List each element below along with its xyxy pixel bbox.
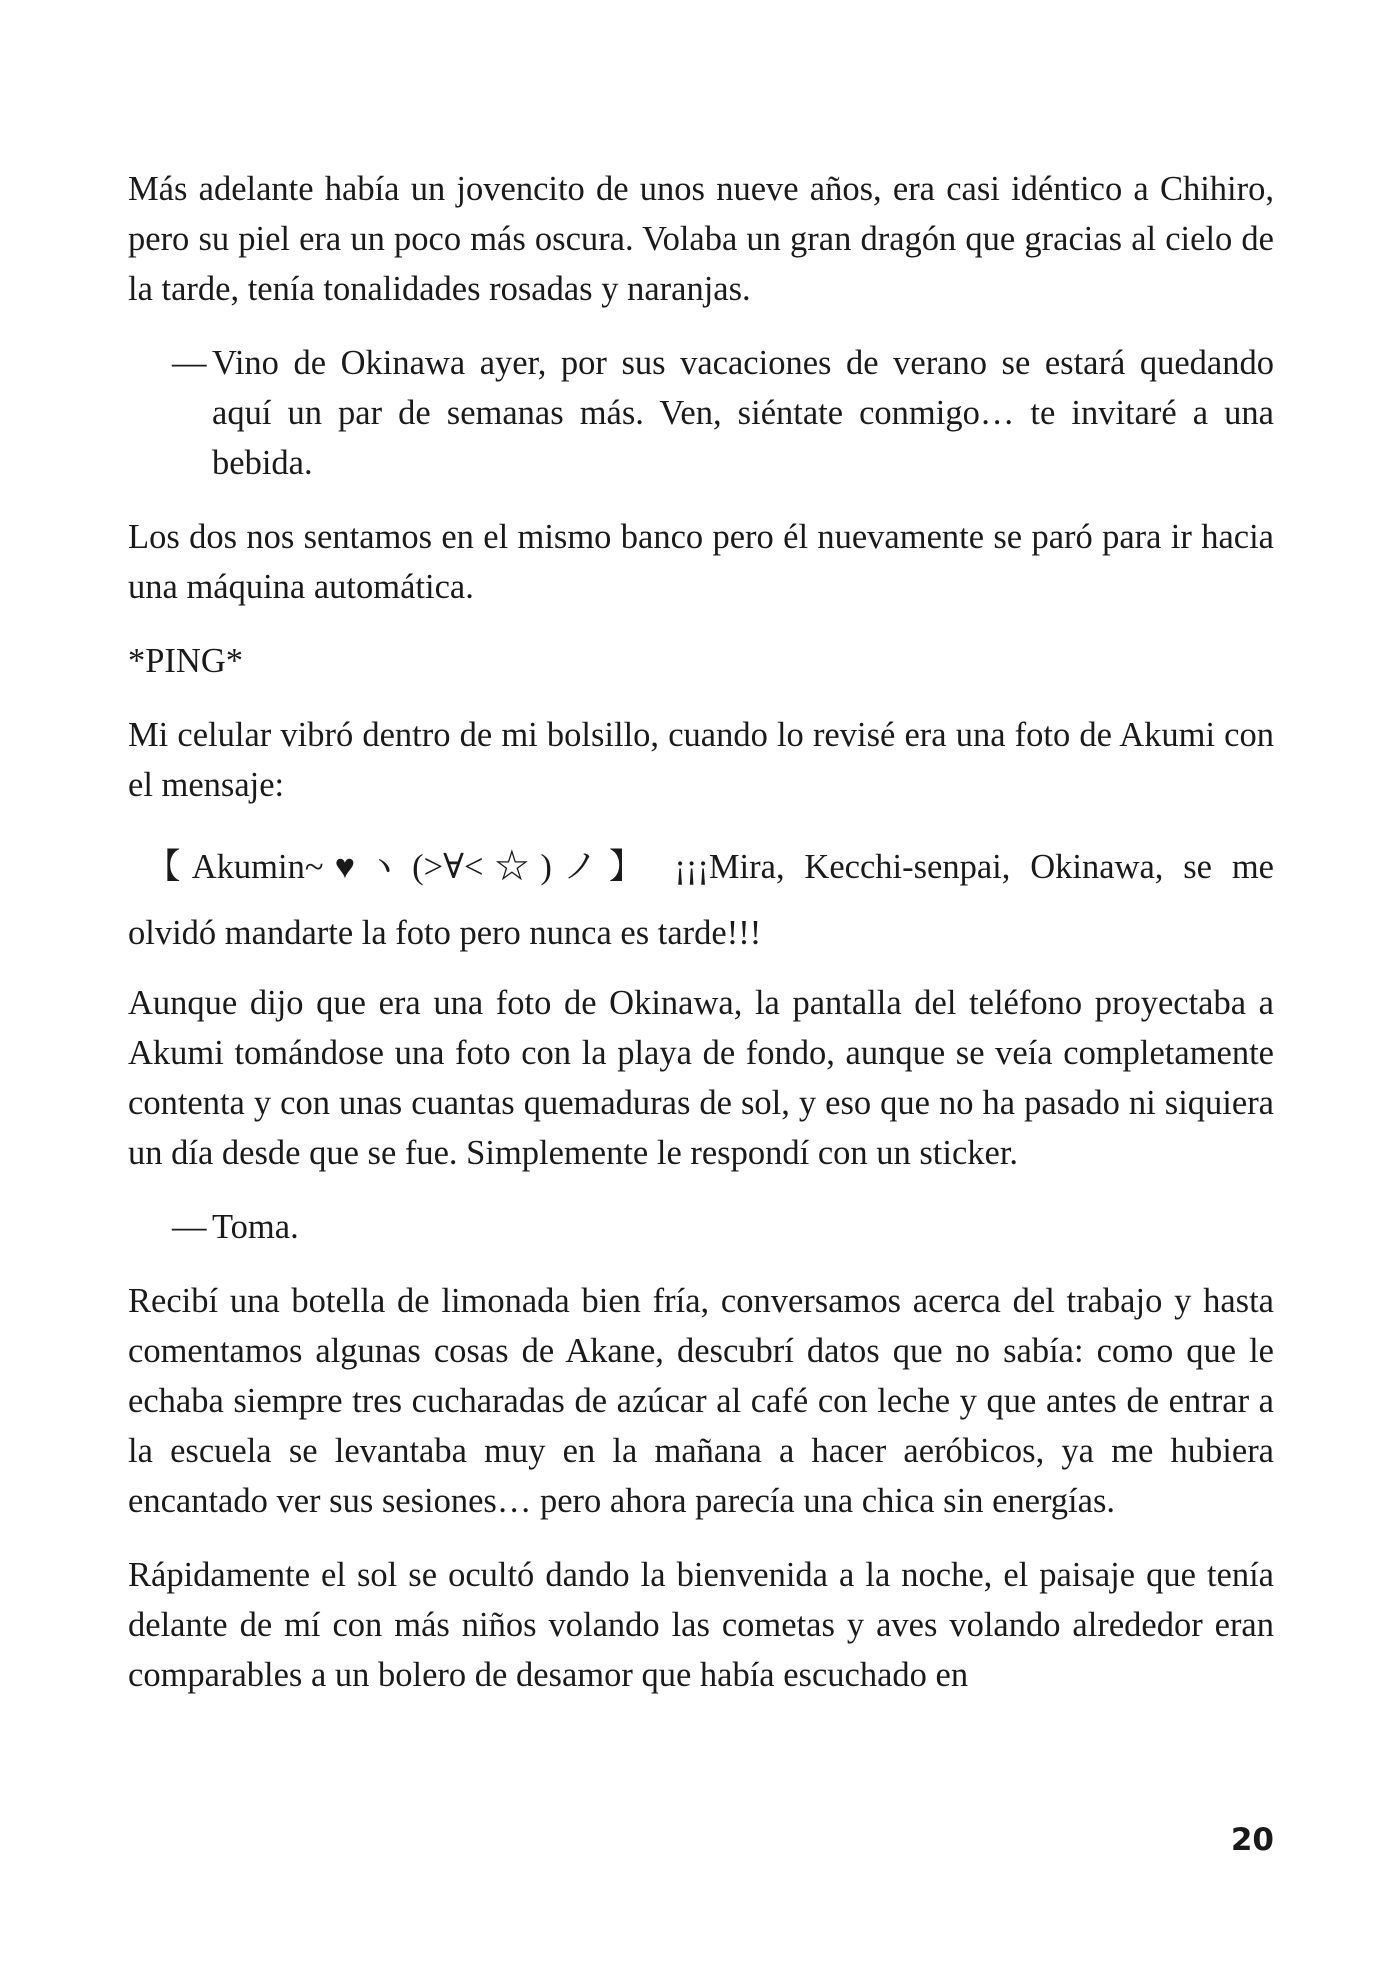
- paragraph-6: Rápidamente el sol se ocultó dando la bienvenida a la noche, el paisaje que tenía delante de mí con más niños volando las cometas y aves volando alrededor eran comparables a un bolero de desamor que había escuchado en: [128, 1556, 1274, 1694]
- dialog-text: Vino de Okinawa ayer, por sus vacaciones de verano se estará quedando aquí un par de semanas más. Ven, siéntate conmigo… te invitaré a una bebida.: [212, 344, 1274, 482]
- paragraph-4: Aunque dijo que era una foto de Okinawa, la pantalla del teléfono proyectaba a Akumi tomándose una foto con la playa de fondo, aunque se veía completamente contenta y con unas cuantas quemaduras de sol, y eso que no ha pasado ni siquiera un día desde que se fue. Simplemente le respondí con un sticker.: [128, 984, 1274, 1172]
- dialog-dash: —: [172, 1208, 207, 1246]
- paragraph-3: Mi celular vibró dentro de mi bolsillo, cuando lo revisé era una foto de Akumi con el mensaje:: [128, 716, 1274, 804]
- dialog-1: [128, 338, 1274, 488]
- page-number: 20: [1230, 1822, 1274, 1858]
- dialog-dash: —: [172, 344, 207, 382]
- message-line-2: olvidó mandarte la foto pero nunca es tarde!!!: [128, 914, 762, 952]
- paragraph-1: Más adelante había un jovencito de unos nueve años, era casi idéntico a Chihiro, pero su piel era un poco más oscura. Volaba un gran dragón que gracias al cielo de la tarde, tenía tonalidades rosadas y naranjas.: [128, 170, 1274, 308]
- phone-message: [128, 834, 1274, 966]
- dialog-text: Toma.: [212, 1208, 299, 1246]
- sound-effect: *PING*: [128, 642, 244, 680]
- paragraph-5: Recibí una botella de limonada bien fría, conversamos acerca del trabajo y hasta comentamos algunas cosas de Akane, descubrí datos que no sabía: como que le echaba siempre tres cucharadas de azúcar al café con leche y que antes de entrar a la escuela se levantaba muy en la mañana a hacer aeróbicos, ya me hubiera encantado ver sus sesiones… pero ahora parecía una chica sin energías.: [128, 1282, 1274, 1520]
- message-line-1: 【Akumin~♥ヽ(>∀<☆)ノ】 ¡¡¡Mira, Kecchi-senpai, Okinawa, se me: [146, 848, 1274, 886]
- dialog-2: [128, 1202, 1274, 1252]
- page-body: [128, 164, 1274, 1724]
- paragraph-2: Los dos nos sentamos en el mismo banco pero él nuevamente se paró para ir hacia una máquina automática.: [128, 518, 1274, 606]
